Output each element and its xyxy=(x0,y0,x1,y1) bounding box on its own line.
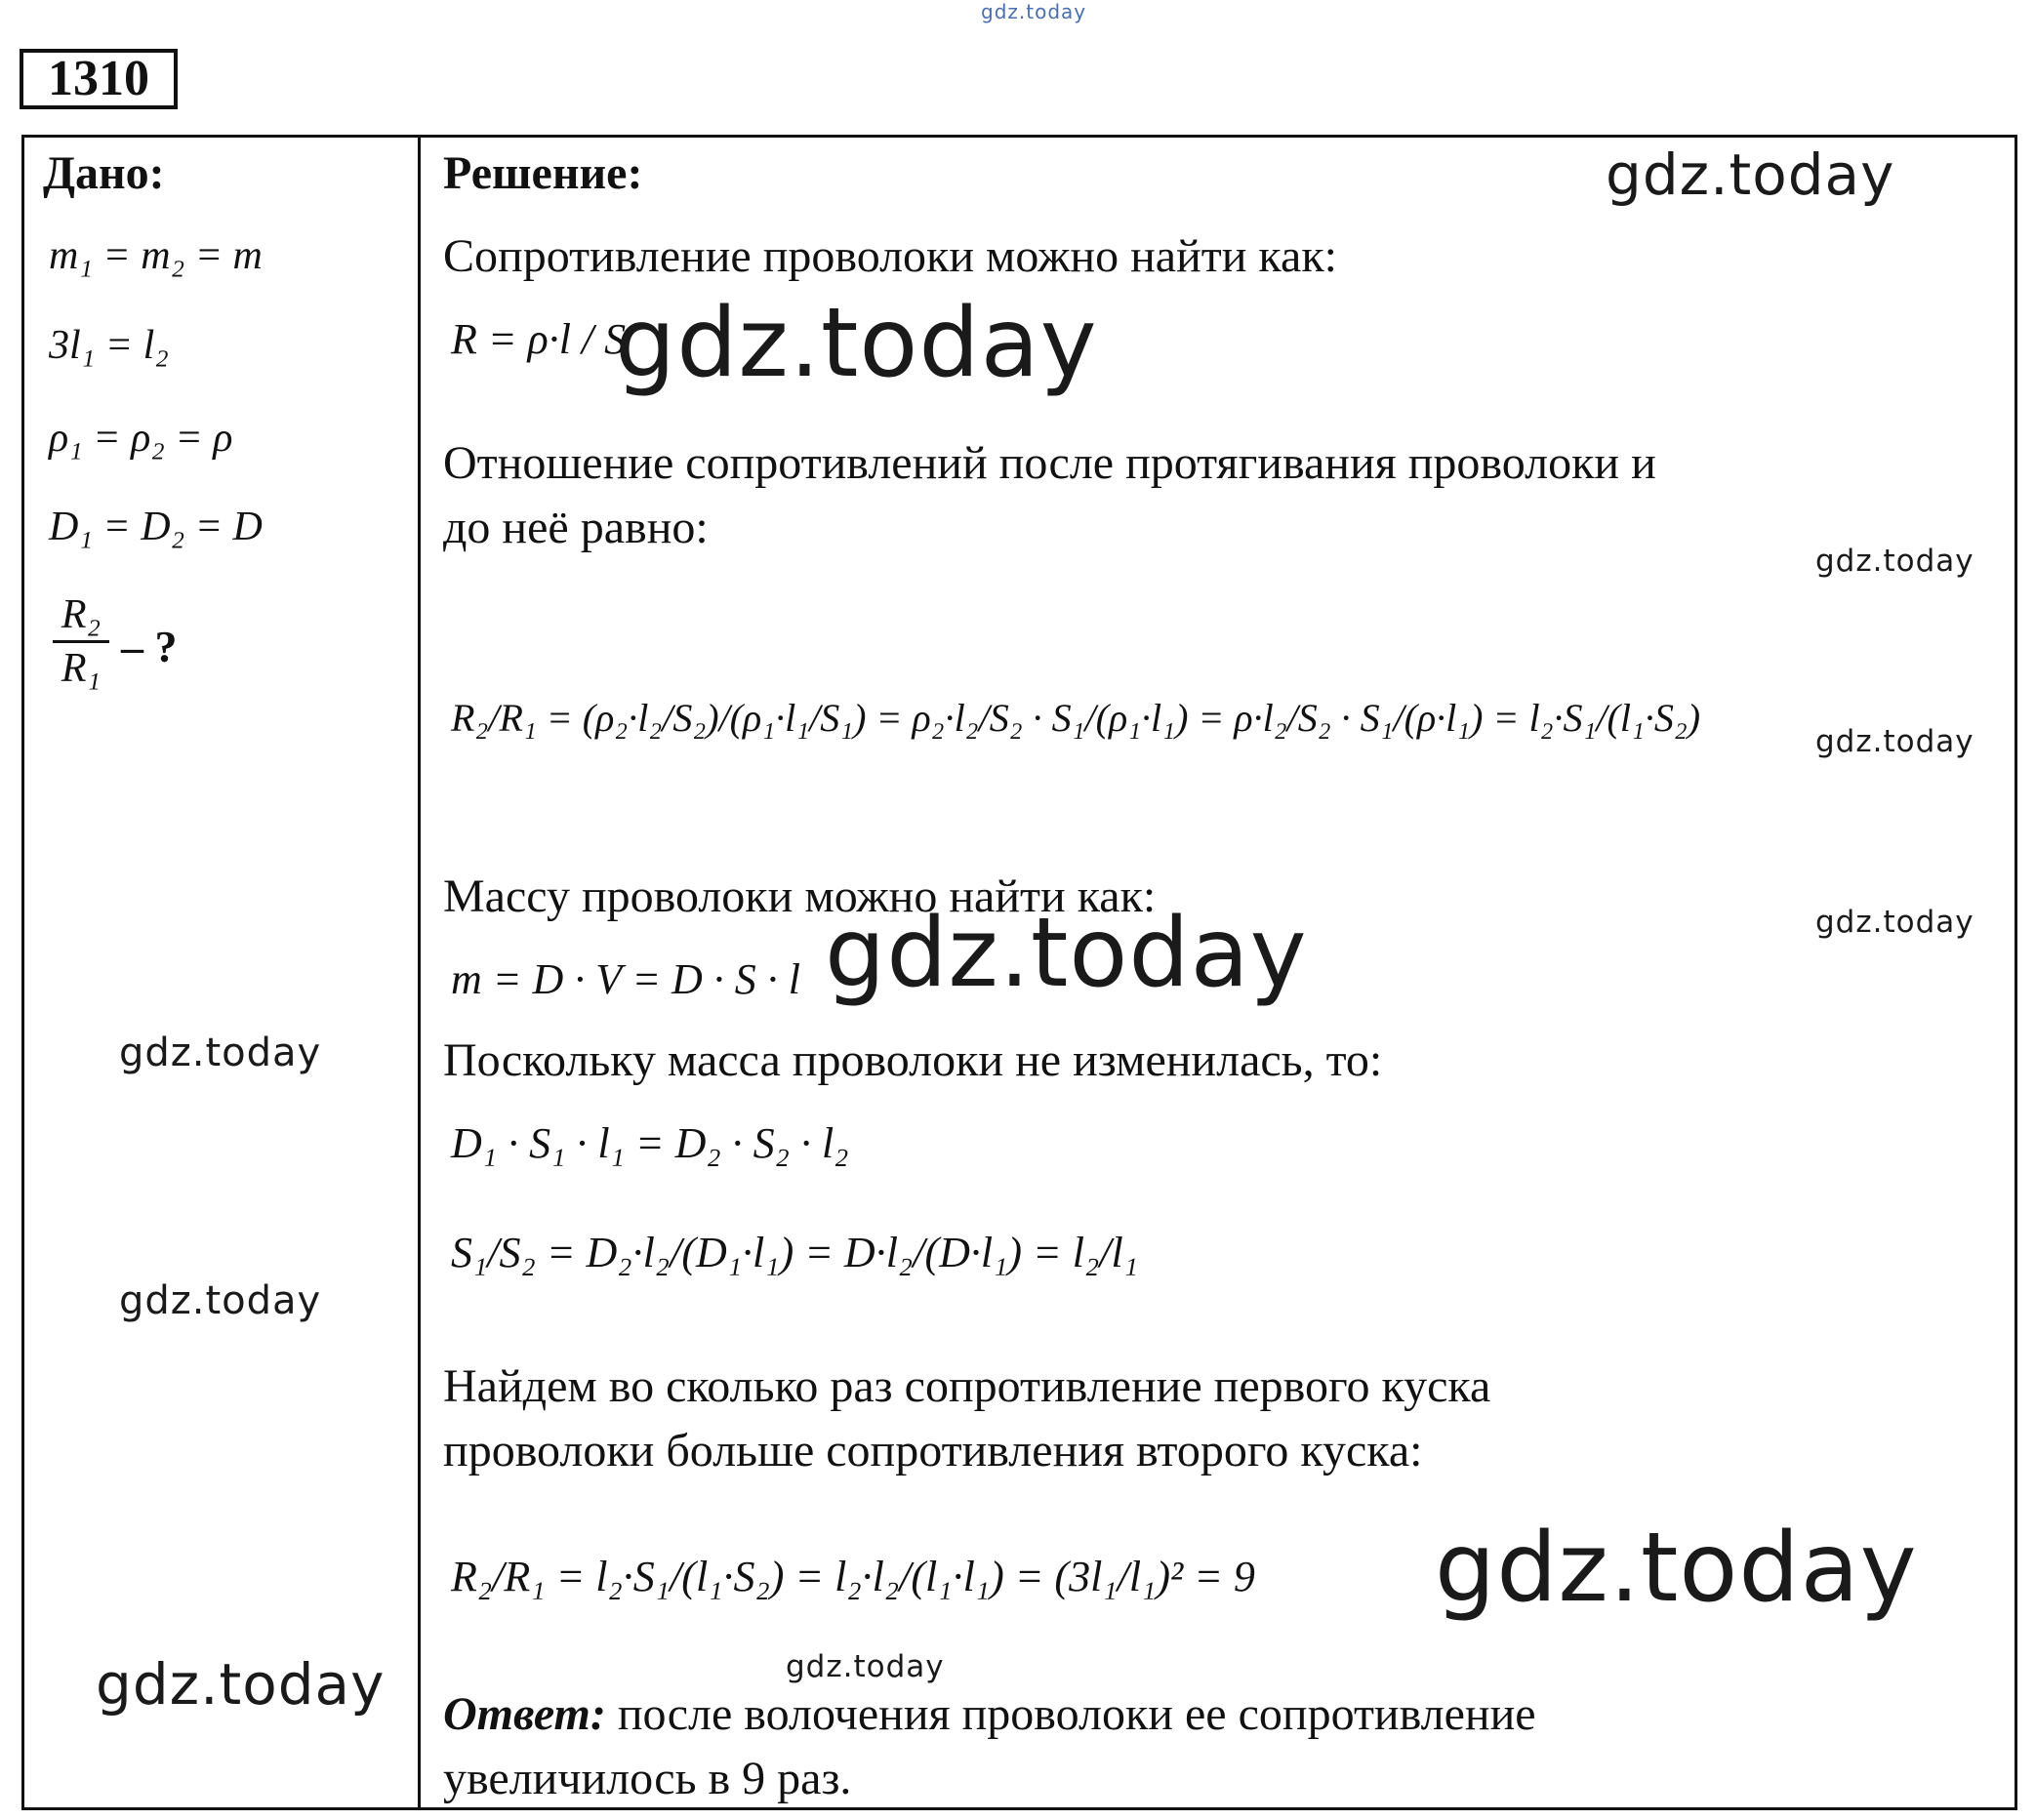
solution-paragraph-4: Поскольку масса проволоки не изменилась, то: xyxy=(443,1034,1383,1086)
watermark: gdz.today xyxy=(1815,724,1974,759)
find-numerator: R₂ xyxy=(61,592,102,637)
fraction-bar xyxy=(53,640,109,643)
find-question: – ? xyxy=(121,622,178,671)
solution-paragraph-2-line-1: Отношение сопротивлений после протягивания проволоки и xyxy=(443,437,1656,489)
formula-mass: m = D · V = D · S · l xyxy=(451,955,801,1003)
watermark: gdz.today xyxy=(1815,905,1974,940)
given-heading: Дано: xyxy=(43,147,165,199)
given-item-resistivity: ρ₁ = ρ₂ = ρ xyxy=(49,416,233,461)
given-item-mass: m₁ = m₂ = m xyxy=(49,233,263,278)
formula-final-ratio: R₂/R₁ = l₂·S₁/(l₁·S₂) = l₂·l₂/(l₁·l₁) = (3l₁/l₁)² = 9 xyxy=(451,1553,1255,1600)
watermark: gdz.today xyxy=(786,1649,945,1684)
watermark: gdz.today xyxy=(1815,544,1974,579)
watermark: gdz.today xyxy=(825,898,1308,1009)
formula-area-ratio: S₁/S₂ = D₂·l₂/(D₁·l₁) = D·l₂/(D·l₁) = l₂/l₁ xyxy=(451,1229,1138,1276)
watermark: gdz.today xyxy=(615,288,1098,399)
answer-text-1: после волочения проволоки ее сопротивление xyxy=(617,1688,1536,1740)
solution-heading: Решение: xyxy=(443,147,643,199)
formula-resistance-ratio: R₂/R₁ = (ρ₂·l₂/S₂)/(ρ₁·l₁/S₁) = ρ₂·l₂/S₂ · S₁/(ρ₁·l₁) = ρ·l₂/S₂ · S₁/(ρ·l₁) = l₂·S₁/(l₁·S₂) xyxy=(451,696,1701,740)
given-item-length: 3l₁ = l₂ xyxy=(49,323,169,368)
column-divider xyxy=(418,135,421,1810)
solution-paragraph-3: Массу проволоки можно найти как: xyxy=(443,870,1157,922)
solution-paragraph-5-line-1: Найдем во сколько раз сопротивление первого куска xyxy=(443,1360,1491,1412)
answer-line-2: увеличилось в 9 раз. xyxy=(443,1753,852,1804)
formula-resistance: R = ρ·l / S xyxy=(451,315,627,363)
solution-paragraph-1: Сопротивление проволоки можно найти как: xyxy=(443,230,1337,282)
watermark: gdz.today xyxy=(96,1651,386,1718)
watermark: gdz.today xyxy=(1435,1513,1918,1624)
solution-paragraph-2-line-2: до неё равно: xyxy=(443,502,709,553)
problem-number: 1310 xyxy=(20,49,178,109)
watermark: gdz.today xyxy=(119,1278,322,1323)
given-item-density: D₁ = D₂ = D xyxy=(49,505,263,549)
answer-line-1 xyxy=(443,1682,1536,1747)
solution-paragraph-5-line-2: проволоки больше сопротивления второго куска: xyxy=(443,1425,1423,1476)
watermark: gdz.today xyxy=(1606,142,1895,208)
answer-label: Ответ: xyxy=(443,1688,606,1740)
watermark: gdz.today xyxy=(119,1031,322,1075)
watermark-top: gdz.today xyxy=(981,0,1087,23)
find-fraction xyxy=(53,591,109,692)
formula-mass-equality: D₁ · S₁ · l₁ = D₂ · S₂ · l₂ xyxy=(451,1119,849,1167)
find-denominator: R₁ xyxy=(61,646,102,691)
